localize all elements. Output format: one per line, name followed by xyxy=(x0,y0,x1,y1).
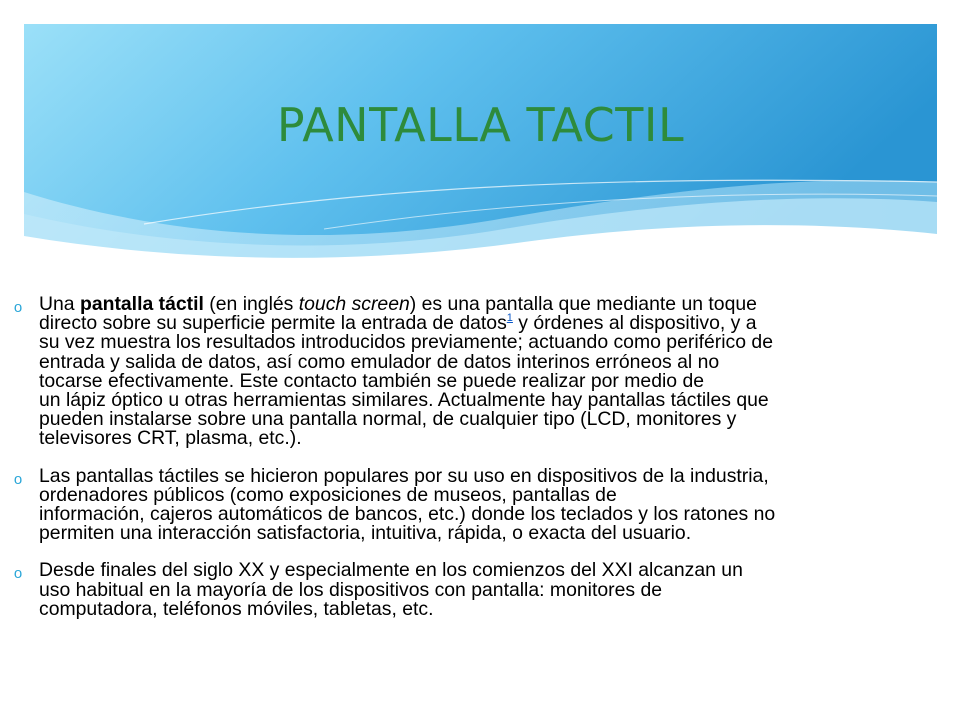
bullet-item xyxy=(12,464,947,545)
bullet-item xyxy=(12,295,947,449)
text-line: televisores CRT, plasma, etc.). xyxy=(39,427,302,450)
text-line: Desde finales del siglo XX y especialmente en los comienzos del XXI alcanzan un xyxy=(39,559,743,582)
text-line: su vez muestra los resultados introducidos previamente; actuando como periférico de xyxy=(39,331,773,354)
bold-term: pantalla táctil xyxy=(79,293,204,315)
text-run: ) es una pantalla que mediante un toque xyxy=(409,293,757,315)
text-run: directo sobre su superficie permite la entrada de datos xyxy=(39,312,507,335)
text-line: permiten una interacción satisfactoria, intuitiva, rápida, o exacta del usuario. xyxy=(39,522,692,545)
text-line: entrada y salida de datos, así como emulador de datos interinos erróneos al no xyxy=(39,350,720,373)
italic-term: touch screen xyxy=(298,293,410,315)
text-run: y órdenes al dispositivo, y a xyxy=(512,312,757,335)
bullet-text xyxy=(39,464,947,545)
text-run: Una xyxy=(39,293,80,315)
bullet-text xyxy=(39,295,947,449)
bullet-marker-icon: o xyxy=(13,299,23,316)
text-line: información, cajeros automáticos de bancos, etc.) donde los teclados y los ratones no xyxy=(39,503,776,526)
bullet-item xyxy=(12,561,947,619)
text-line: computadora, teléfonos móviles, tabletas, etc. xyxy=(39,597,434,620)
text-line: uso habitual en la mayoría de los dispositivos con pantalla: monitores de xyxy=(39,578,663,601)
bullet-list xyxy=(12,295,947,637)
text-line: un lápiz óptico u otras herramientas similares. Actualmente hay pantallas táctiles que xyxy=(39,389,769,412)
bullet-text xyxy=(39,561,947,619)
text-line: Las pantallas táctiles se hicieron populares por su uso en dispositivos de la industria, xyxy=(39,464,769,487)
bullet-marker-icon: o xyxy=(13,565,23,583)
slide-title: PANTALLA TACTIL xyxy=(276,98,685,152)
text-line: ordenadores públicos (como exposiciones de museos, pantallas de xyxy=(39,483,617,506)
text-run: (en inglés xyxy=(203,293,299,315)
bullet-marker-icon: o xyxy=(13,470,23,488)
text-line: tocarse efectivamente. Este contacto también se puede realizar por medio de xyxy=(39,369,705,392)
footnote-link[interactable]: 1 xyxy=(506,312,513,325)
title-banner xyxy=(24,24,937,269)
text-line: pueden instalarse sobre una pantalla normal, de cualquier tipo (LCD, monitores y xyxy=(39,408,737,431)
